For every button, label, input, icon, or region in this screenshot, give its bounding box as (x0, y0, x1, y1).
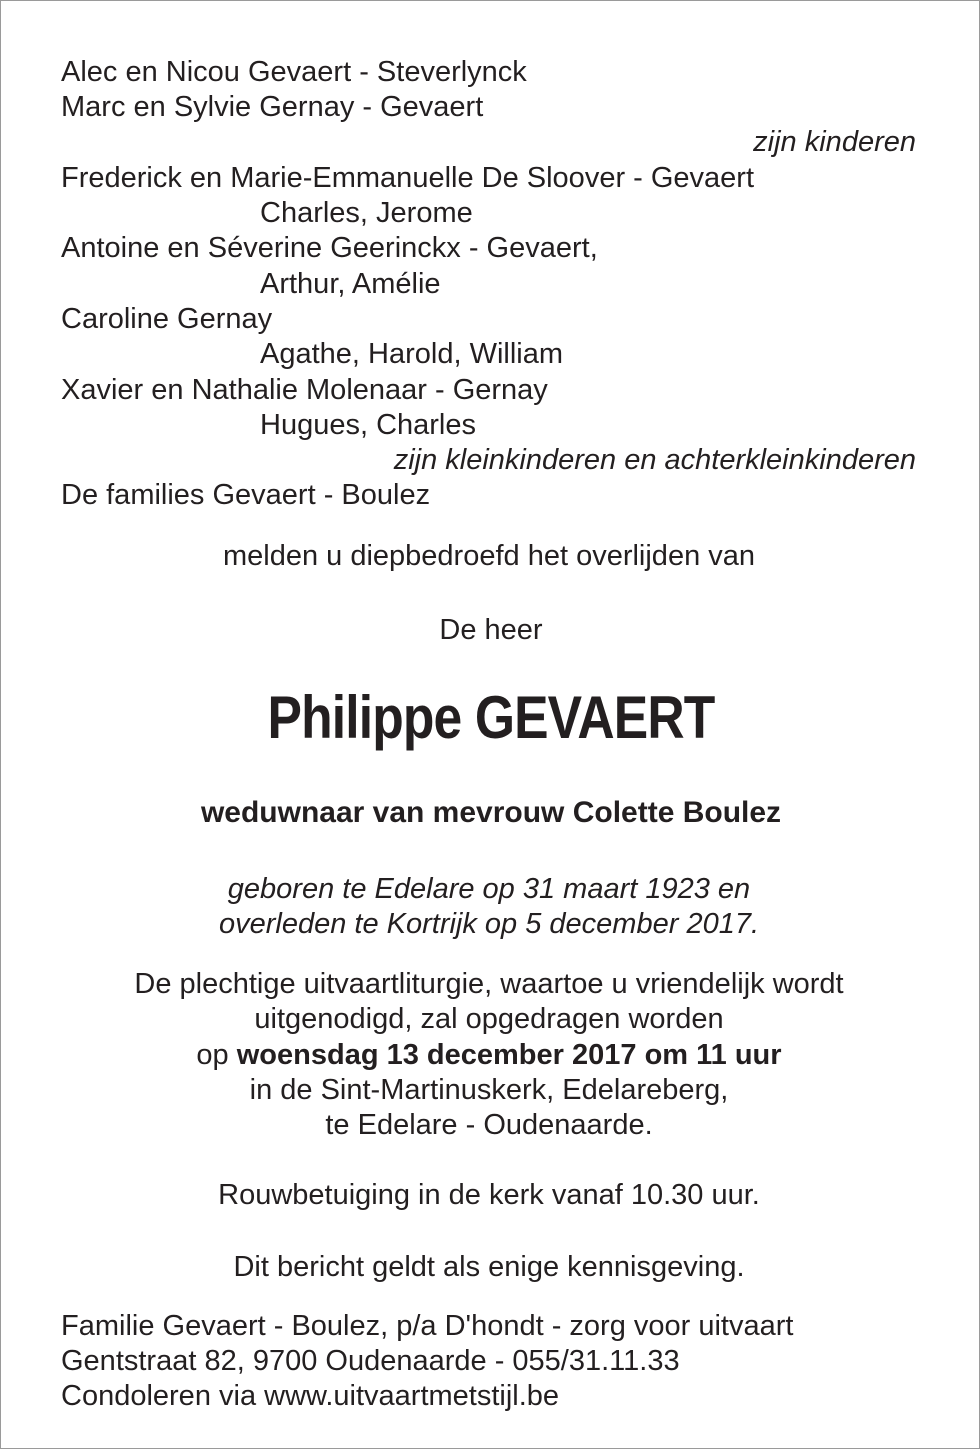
notice-text: Dit bericht geldt als enige kennisgeving. (233, 1251, 745, 1283)
funeral-location: in de Sint-Martinuskerk, Edelareberg, (249, 1074, 729, 1106)
families-line: De families Gevaert - Boulez (61, 479, 431, 511)
child-family-2: Marc en Sylvie Gernay - Gevaert (61, 91, 484, 123)
grandchild-family-2-kids: Arthur, Amélie (260, 268, 441, 300)
died-line: overleden te Kortrijk op 5 december 2017. (218, 908, 760, 940)
grandchild-family-1: Frederick en Marie-Emmanuelle De Sloover - Gevaert (61, 162, 755, 194)
funeral-date: woensdag 13 december 2017 om 11 uur (236, 1039, 782, 1071)
grandchild-family-1-kids: Charles, Jerome (260, 197, 473, 229)
condolence-time: Rouwbetuiging in de kerk vanaf 10.30 uur. (218, 1179, 760, 1211)
contact-line-3: Condoleren via www.uitvaartmetstijl.be (61, 1380, 560, 1412)
funeral-date-prefix: op (196, 1039, 237, 1071)
deceased-name: Philippe GEVAERT (267, 684, 715, 751)
grandchild-family-3-kids: Agathe, Harold, William (260, 338, 563, 370)
widower-line: weduwnaar van mevrouw Colette Boulez (200, 796, 782, 829)
children-role-label: zijn kinderen (753, 126, 916, 158)
funeral-town: te Edelare - Oudenaarde. (325, 1109, 653, 1141)
grandchild-family-2: Antoine en Séverine Geerinckx - Gevaert, (61, 232, 598, 264)
contact-line-2: Gentstraat 82, 9700 Oudenaarde - 055/31.11.33 (61, 1345, 680, 1377)
born-line: geboren te Edelare op 31 maart 1923 en (227, 873, 751, 905)
funeral-date-line (0, 1037, 979, 1073)
grandchild-family-4: Xavier en Nathalie Molenaar - Gernay (61, 374, 548, 406)
grandchild-family-4-kids: Hugues, Charles (260, 409, 476, 441)
grandchildren-role-label: zijn kleinkinderen en achterkleinkinderen (393, 444, 916, 476)
contact-line-1: Familie Gevaert - Boulez, p/a D'hondt - zorg voor uitvaart (61, 1310, 794, 1342)
funeral-line-1: De plechtige uitvaartliturgie, waartoe u vriendelijk wordt (134, 968, 844, 1000)
funeral-line-2: uitgenodigd, zal opgedragen worden (254, 1003, 724, 1035)
announcement-text: melden u diepbedroefd het overlijden van (222, 540, 756, 572)
child-family-1: Alec en Nicou Gevaert - Steverlynck (61, 56, 527, 88)
title-text: De heer (439, 614, 543, 646)
grandchild-family-3: Caroline Gernay (61, 303, 273, 335)
